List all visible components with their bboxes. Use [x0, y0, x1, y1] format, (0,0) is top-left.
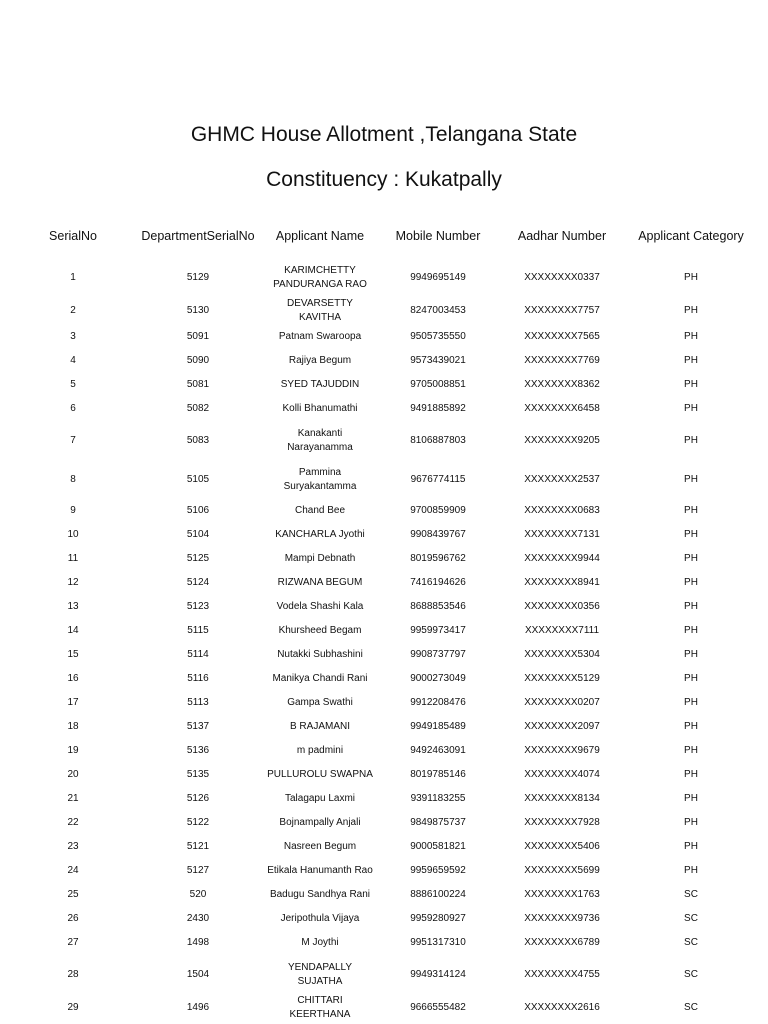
applicant-category-cell: PH	[684, 817, 698, 828]
serial-no-cell: 11	[67, 553, 79, 564]
table-row	[12, 460, 756, 499]
serial-no-cell: 6	[70, 403, 76, 414]
department-serial-no-cell: 2430	[186, 913, 210, 924]
aadhar-number-cell: XXXXXXXX6789	[524, 937, 600, 948]
aadhar-number-cell: XXXXXXXX7565	[524, 331, 600, 342]
aadhar-number-cell: XXXXXXXX7111	[524, 625, 600, 636]
serial-no-cell: 23	[67, 841, 79, 852]
mobile-number-cell: 9912208476	[410, 697, 466, 708]
serial-no-cell: 5	[70, 379, 76, 390]
mobile-number-cell: 9676774115	[410, 473, 466, 485]
table-row	[12, 859, 756, 883]
mobile-number-cell: 9705008851	[410, 379, 466, 390]
applicant-name-cell: KARIMCHETTY PANDURANGA RAO	[273, 264, 367, 290]
aadhar-number-cell: XXXXXXXX7131	[524, 529, 600, 540]
serial-no-cell: 12	[67, 577, 79, 588]
table-row	[12, 325, 756, 349]
department-serial-no-cell: 5083	[186, 434, 210, 446]
applicant-category-cell: SC	[684, 968, 698, 980]
serial-no-cell: 1	[70, 271, 76, 283]
applicant-name-cell: Nutakki Subhashini	[277, 649, 363, 660]
table-row	[12, 499, 756, 523]
header-aadhar-number: Aadhar Number	[517, 228, 607, 243]
aadhar-number-cell: XXXXXXXX9679	[524, 745, 600, 756]
applicant-name-cell: Pammina Suryakantamma	[283, 466, 357, 492]
mobile-number-cell: 9000273049	[410, 673, 466, 684]
serial-no-cell: 19	[67, 745, 79, 756]
department-serial-no-cell: 5130	[186, 305, 210, 316]
applicant-name-cell: Gampa Swathi	[287, 697, 353, 708]
table-row	[12, 835, 756, 859]
table-row	[12, 715, 756, 739]
applicant-category-cell: PH	[684, 745, 698, 756]
mobile-number-cell: 9573439021	[410, 355, 466, 366]
header-applicant-name: Applicant Name	[275, 228, 365, 243]
mobile-number-cell: 8247003453	[410, 305, 466, 316]
serial-no-cell: 18	[67, 721, 79, 732]
table-row	[12, 595, 756, 619]
constituency-subtitle: Constituency : Kukatpally	[266, 168, 502, 191]
applicant-name-cell: CHITTARI KEERTHANA	[289, 995, 351, 1020]
applicant-name-cell: Talagapu Laxmi	[284, 793, 356, 804]
mobile-number-cell: 8106887803	[410, 434, 466, 446]
department-serial-no-cell: 5090	[186, 355, 210, 366]
applicant-category-cell: PH	[684, 577, 698, 588]
mobile-number-cell: 9000581821	[410, 841, 466, 852]
applicant-name-cell: Mampi Debnath	[284, 553, 356, 564]
table-row	[12, 523, 756, 547]
serial-no-cell: 25	[67, 889, 79, 900]
mobile-number-cell: 9700859909	[410, 505, 466, 516]
aadhar-number-cell: XXXXXXXX6458	[524, 403, 600, 414]
applicant-category-cell: PH	[684, 403, 698, 414]
applicant-name-cell: Bojnampally Anjali	[279, 817, 361, 828]
table-row	[12, 643, 756, 667]
department-serial-no-cell: 1496	[186, 1002, 210, 1013]
serial-no-cell: 26	[67, 913, 79, 924]
mobile-number-cell: 9391183255	[410, 793, 466, 804]
department-serial-no-cell: 5115	[187, 625, 209, 636]
department-serial-no-cell: 5124	[186, 577, 210, 588]
mobile-number-cell: 9951317310	[410, 937, 466, 948]
mobile-number-cell: 9949185489	[410, 721, 466, 732]
aadhar-number-cell: XXXXXXXX2537	[524, 473, 600, 485]
table-row	[12, 787, 756, 811]
aadhar-number-cell: XXXXXXXX2616	[524, 1002, 600, 1013]
serial-no-cell: 17	[67, 697, 79, 708]
table-row	[12, 907, 756, 931]
applicant-name-cell: Vodela Shashi Kala	[276, 601, 364, 612]
applicant-name-cell: Rajiya Begum	[288, 355, 352, 366]
serial-no-cell: 21	[67, 793, 79, 804]
table-row	[12, 373, 756, 397]
applicant-name-cell: Jeripothula Vijaya	[280, 913, 360, 924]
header-mobile-number: Mobile Number	[395, 228, 481, 243]
mobile-number-cell: 8886100224	[410, 889, 466, 900]
serial-no-cell: 3	[70, 331, 76, 342]
applicant-name-cell: Kolli Bhanumathi	[282, 403, 358, 414]
table-row	[12, 421, 756, 460]
department-serial-no-cell: 5104	[186, 529, 210, 540]
applicant-category-cell: PH	[684, 697, 698, 708]
applicant-category-cell: PH	[684, 625, 698, 636]
aadhar-number-cell: XXXXXXXX0356	[524, 601, 600, 612]
mobile-number-cell: 9491885892	[410, 403, 466, 414]
mobile-number-cell: 8688853546	[410, 601, 466, 612]
aadhar-number-cell: XXXXXXXX5304	[524, 649, 600, 660]
department-serial-no-cell: 5113	[187, 697, 209, 708]
aadhar-number-cell: XXXXXXXX4074	[524, 769, 600, 780]
table-row	[12, 571, 756, 595]
header-applicant-category: Applicant Category	[638, 228, 744, 243]
serial-no-cell: 13	[67, 601, 79, 612]
table-row	[12, 258, 756, 297]
applicant-name-cell: Etikala Hanumanth Rao	[267, 865, 373, 876]
mobile-number-cell: 7416194626	[410, 577, 466, 588]
department-serial-no-cell: 5126	[186, 793, 210, 804]
table-row	[12, 667, 756, 691]
aadhar-number-cell: XXXXXXXX0337	[524, 271, 600, 283]
department-serial-no-cell: 5114	[187, 649, 209, 660]
applicant-category-cell: PH	[684, 379, 698, 390]
serial-no-cell: 15	[67, 649, 79, 660]
aadhar-number-cell: XXXXXXXX0683	[524, 505, 600, 516]
serial-no-cell: 10	[67, 529, 79, 540]
applicant-name-cell: YENDAPALLY SUJATHA	[287, 961, 353, 987]
serial-no-cell: 9	[70, 505, 76, 516]
department-serial-no-cell: 1498	[186, 937, 210, 948]
mobile-number-cell: 8019596762	[410, 553, 466, 564]
department-serial-no-cell: 5105	[186, 473, 210, 485]
applicant-category-cell: PH	[684, 553, 698, 564]
applicant-category-cell: PH	[684, 331, 698, 342]
serial-no-cell: 24	[67, 865, 79, 876]
table-row	[12, 931, 756, 955]
serial-no-cell: 20	[67, 769, 79, 780]
aadhar-number-cell: XXXXXXXX4755	[524, 968, 600, 980]
applicant-name-cell: PULLUROLU SWAPNA	[267, 769, 373, 780]
header-department-serial-no: DepartmentSerialNo	[141, 228, 255, 243]
serial-no-cell: 27	[67, 937, 79, 948]
applicant-name-cell: RIZWANA BEGUM	[277, 577, 363, 588]
header-serial-no: SerialNo	[49, 228, 97, 243]
applicant-category-cell: SC	[684, 1002, 698, 1013]
serial-no-cell: 2	[70, 305, 76, 316]
table-row	[12, 883, 756, 907]
mobile-number-cell: 9908737797	[410, 649, 466, 660]
mobile-number-cell: 9959280927	[410, 913, 466, 924]
serial-no-cell: 4	[70, 355, 76, 366]
applicant-name-cell: M Joythi	[301, 937, 339, 948]
applicant-category-cell: PH	[684, 865, 698, 876]
applicant-name-cell: DEVARSETTY KAVITHA	[287, 298, 353, 323]
applicant-category-cell: PH	[684, 769, 698, 780]
applicant-category-cell: PH	[684, 434, 698, 446]
aadhar-number-cell: XXXXXXXX8134	[524, 793, 600, 804]
aadhar-number-cell: XXXXXXXX8362	[524, 379, 600, 390]
mobile-number-cell: 9908439767	[410, 529, 466, 540]
aadhar-number-cell: XXXXXXXX8941	[524, 577, 600, 588]
table-row	[12, 691, 756, 715]
applicant-name-cell: Chand Bee	[294, 505, 346, 516]
table-row	[12, 763, 756, 787]
department-serial-no-cell: 5121	[186, 841, 210, 852]
serial-no-cell: 14	[67, 625, 79, 636]
aadhar-number-cell: XXXXXXXX7769	[524, 355, 600, 366]
mobile-number-cell: 9505735550	[410, 331, 466, 342]
serial-no-cell: 29	[67, 1002, 79, 1013]
table-row	[12, 547, 756, 571]
department-serial-no-cell: 5091	[186, 331, 210, 342]
department-serial-no-cell: 5136	[186, 745, 210, 756]
aadhar-number-cell: XXXXXXXX7928	[524, 817, 600, 828]
applicant-name-cell: Khursheed Begam	[278, 625, 362, 636]
table-row	[12, 397, 756, 421]
applicant-category-cell: PH	[684, 271, 698, 283]
applicant-category-cell: SC	[684, 937, 698, 948]
department-serial-no-cell: 5125	[186, 553, 210, 564]
applicant-name-cell: Badugu Sandhya Rani	[269, 889, 371, 900]
department-serial-no-cell: 5106	[186, 505, 210, 516]
serial-no-cell: 28	[67, 968, 79, 980]
mobile-number-cell: 9959973417	[410, 625, 466, 636]
department-serial-no-cell: 520	[189, 889, 207, 900]
mobile-number-cell: 9949314124	[410, 968, 466, 980]
department-serial-no-cell: 5082	[186, 403, 210, 414]
applicant-category-cell: PH	[684, 793, 698, 804]
aadhar-number-cell: XXXXXXXX5129	[524, 673, 600, 684]
aadhar-number-cell: XXXXXXXX5406	[524, 841, 600, 852]
applicant-category-cell: PH	[684, 673, 698, 684]
table-row	[12, 739, 756, 763]
applicant-name-cell: Patnam Swaroopa	[278, 331, 362, 342]
aadhar-number-cell: XXXXXXXX1763	[524, 889, 600, 900]
aadhar-number-cell: XXXXXXXX2097	[524, 721, 600, 732]
applicant-category-cell: PH	[684, 305, 698, 316]
serial-no-cell: 7	[70, 434, 76, 446]
applicant-category-cell: PH	[684, 601, 698, 612]
applicant-category-cell: PH	[684, 473, 698, 485]
applicant-category-cell: PH	[684, 721, 698, 732]
table-body	[12, 258, 756, 1022]
serial-no-cell: 22	[67, 817, 79, 828]
aadhar-number-cell: XXXXXXXX7757	[524, 305, 600, 316]
department-serial-no-cell: 5116	[187, 673, 209, 684]
table-row	[12, 297, 756, 325]
applicant-name-cell: KANCHARLA Jyothi	[275, 529, 365, 540]
aadhar-number-cell: XXXXXXXX9944	[524, 553, 600, 564]
applicant-category-cell: SC	[684, 913, 698, 924]
serial-no-cell: 8	[70, 473, 76, 485]
applicant-name-cell: Manikya Chandi Rani	[272, 673, 368, 684]
applicant-category-cell: PH	[684, 355, 698, 366]
applicant-name-cell: Nasreen Begum	[283, 841, 357, 852]
table-row	[12, 619, 756, 643]
page-title: GHMC House Allotment ,Telangana State	[190, 123, 578, 146]
department-serial-no-cell: 5123	[186, 601, 210, 612]
mobile-number-cell: 9949695149	[410, 271, 466, 283]
table-header-row	[12, 214, 756, 258]
applicant-category-cell: PH	[684, 841, 698, 852]
department-serial-no-cell: 5129	[186, 271, 210, 283]
aadhar-number-cell: XXXXXXXX9736	[524, 913, 600, 924]
applicant-name-cell: SYED TAJUDDIN	[280, 379, 360, 390]
applicant-category-cell: PH	[684, 529, 698, 540]
mobile-number-cell: 9959659592	[410, 865, 466, 876]
allotment-table	[12, 214, 756, 1022]
applicant-category-cell: SC	[684, 889, 698, 900]
department-serial-no-cell: 1504	[186, 968, 210, 980]
applicant-name-cell: B RAJAMANI	[289, 721, 350, 732]
aadhar-number-cell: XXXXXXXX5699	[524, 865, 600, 876]
table-row	[12, 994, 756, 1022]
mobile-number-cell: 8019785146	[410, 769, 466, 780]
department-serial-no-cell: 5137	[186, 721, 210, 732]
mobile-number-cell: 9666555482	[410, 1002, 466, 1013]
aadhar-number-cell: XXXXXXXX9205	[524, 434, 600, 446]
department-serial-no-cell: 5122	[186, 817, 210, 828]
applicant-category-cell: PH	[684, 649, 698, 660]
table-row	[12, 811, 756, 835]
serial-no-cell: 16	[67, 673, 79, 684]
department-serial-no-cell: 5135	[186, 769, 210, 780]
table-row	[12, 955, 756, 994]
applicant-name-cell: Kanakanti Narayanamma	[287, 427, 353, 453]
applicant-category-cell: PH	[684, 505, 698, 516]
aadhar-number-cell: XXXXXXXX0207	[524, 697, 600, 708]
mobile-number-cell: 9849875737	[410, 817, 466, 828]
mobile-number-cell: 9492463091	[410, 745, 466, 756]
applicant-name-cell: m padmini	[296, 745, 344, 756]
department-serial-no-cell: 5127	[186, 865, 210, 876]
table-row	[12, 349, 756, 373]
department-serial-no-cell: 5081	[186, 379, 210, 390]
